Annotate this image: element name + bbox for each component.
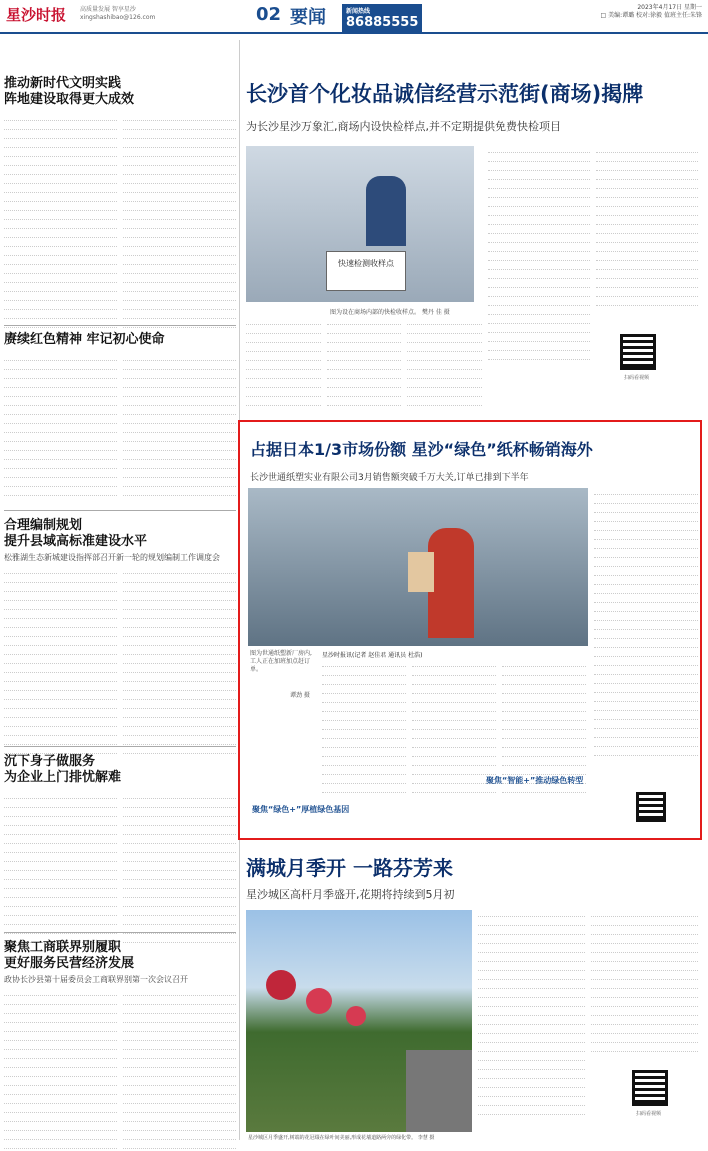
sample-sign: 快速检测收样点 — [326, 251, 406, 291]
worker-figure — [428, 528, 474, 638]
top-photo-caption: 图为设在商场内部的快检收样点。 樊丹 佳 摄 — [330, 309, 450, 316]
feature-subhead-smart: 聚焦“智能+”推动绿色转型 — [486, 776, 584, 785]
article-title: 沉下身子做服务 — [4, 754, 96, 769]
hotline-number: 86885555 — [346, 15, 419, 30]
article-federation — [4, 940, 236, 1151]
left-column — [4, 40, 236, 1140]
feature-photo-credit: 谭劲 摄 — [290, 692, 310, 699]
bottom-photo-caption: 星沙城区月季盛开,树端的花冠缀在绿叶间美丽,形成花墙道路两旁的绿化带。 李慧 摄 — [248, 1135, 435, 1141]
article-civilization — [4, 76, 236, 330]
top-story-body-right — [488, 146, 698, 362]
article-title: 推动新时代文明实践 — [4, 76, 122, 91]
hotline-label: 新闻热线 — [346, 8, 371, 15]
qr-code-icon[interactable] — [620, 334, 656, 370]
hotline-badge — [342, 4, 422, 32]
article-service — [4, 754, 236, 945]
rose-bush — [306, 988, 332, 1014]
feature-photo — [248, 488, 588, 646]
article-subtitle: 松雅湖生态新城建设指挥部召开新一轮的规划编制工作调度会 — [4, 553, 220, 562]
top-story-body — [246, 318, 482, 408]
article-title: 为企业上门排忧解难 — [4, 770, 122, 785]
feature-title: 占据日本1/3市场份额 星沙“绿色”纸杯畅销海外 — [250, 440, 593, 459]
feature-subtitle: 长沙世通纸塑实业有限公司3月销售额突破千万大关,订单已排到下半年 — [250, 473, 529, 483]
article-title: 提升县域高标准建设水平 — [4, 534, 148, 549]
road — [406, 1050, 472, 1132]
top-story-subtitle: 为长沙星沙万象汇,商场内设快检样点,并不定期提供免费快检项目 — [246, 120, 561, 133]
dateline — [601, 4, 702, 20]
article-title: 更好服务民营经济发展 — [4, 956, 135, 971]
bottom-story-title: 满城月季开 一路芬芳来 — [246, 856, 453, 880]
article-title: 聚焦工商联界别履职 — [4, 940, 122, 955]
feature-byline: 星沙时报讯(记者 赵佳君 通讯员 杜浩) — [322, 652, 423, 659]
logo-tagline — [80, 6, 155, 22]
section-title: 要闻 — [290, 7, 326, 28]
qr-label: 扫码看视频 — [624, 375, 650, 381]
article-title: 赓续红色精神 牢记初心使命 — [4, 332, 165, 347]
article-title: 合理编制规划 — [4, 518, 83, 533]
feature-subhead-green: 聚焦“绿色+”厚植绿色基因 — [252, 805, 350, 814]
feature-photo-caption: 图为世通纸塑新厂房内,工人正在加班加点赶订单。 — [250, 650, 312, 673]
qr-label: 扫码看视频 — [636, 1111, 662, 1117]
article-subtitle: 政协长沙县第十届委员会工商联界别第一次会议召开 — [4, 975, 188, 984]
top-story-title: 长沙首个化妆品诚信经营示范街(商场)揭牌 — [246, 82, 644, 106]
paper-cup-stack — [408, 552, 434, 592]
logo-tagline-1: 高质量发展 智享星沙 — [80, 6, 136, 13]
bottom-story-photo — [246, 910, 472, 1132]
logo-email: xingshashibao@126.com — [80, 14, 156, 21]
bottom-story-subtitle: 星沙城区高杆月季盛开,花期将持续到5月初 — [246, 888, 455, 901]
article-title: 阵地建设取得更大成效 — [4, 92, 135, 107]
top-story-photo — [246, 146, 474, 302]
newspaper-logo: 星沙时报 — [6, 6, 67, 24]
page-header — [0, 0, 708, 34]
page-number: 02 — [256, 4, 282, 25]
person-figure — [366, 176, 406, 246]
qr-code-icon[interactable] — [632, 1070, 668, 1106]
article-red-spirit — [4, 332, 236, 498]
rose-bush — [346, 1006, 366, 1026]
qr-code-icon[interactable] — [636, 792, 666, 822]
editor-credits: □ 美编:谭璐 校对:徐毅 值班主任:朱锋 — [600, 12, 702, 19]
rose-bush — [266, 970, 296, 1000]
issue-date: 2023年4月17日 星期一 — [637, 4, 702, 11]
feature-body-right — [594, 488, 698, 758]
article-planning — [4, 518, 236, 756]
